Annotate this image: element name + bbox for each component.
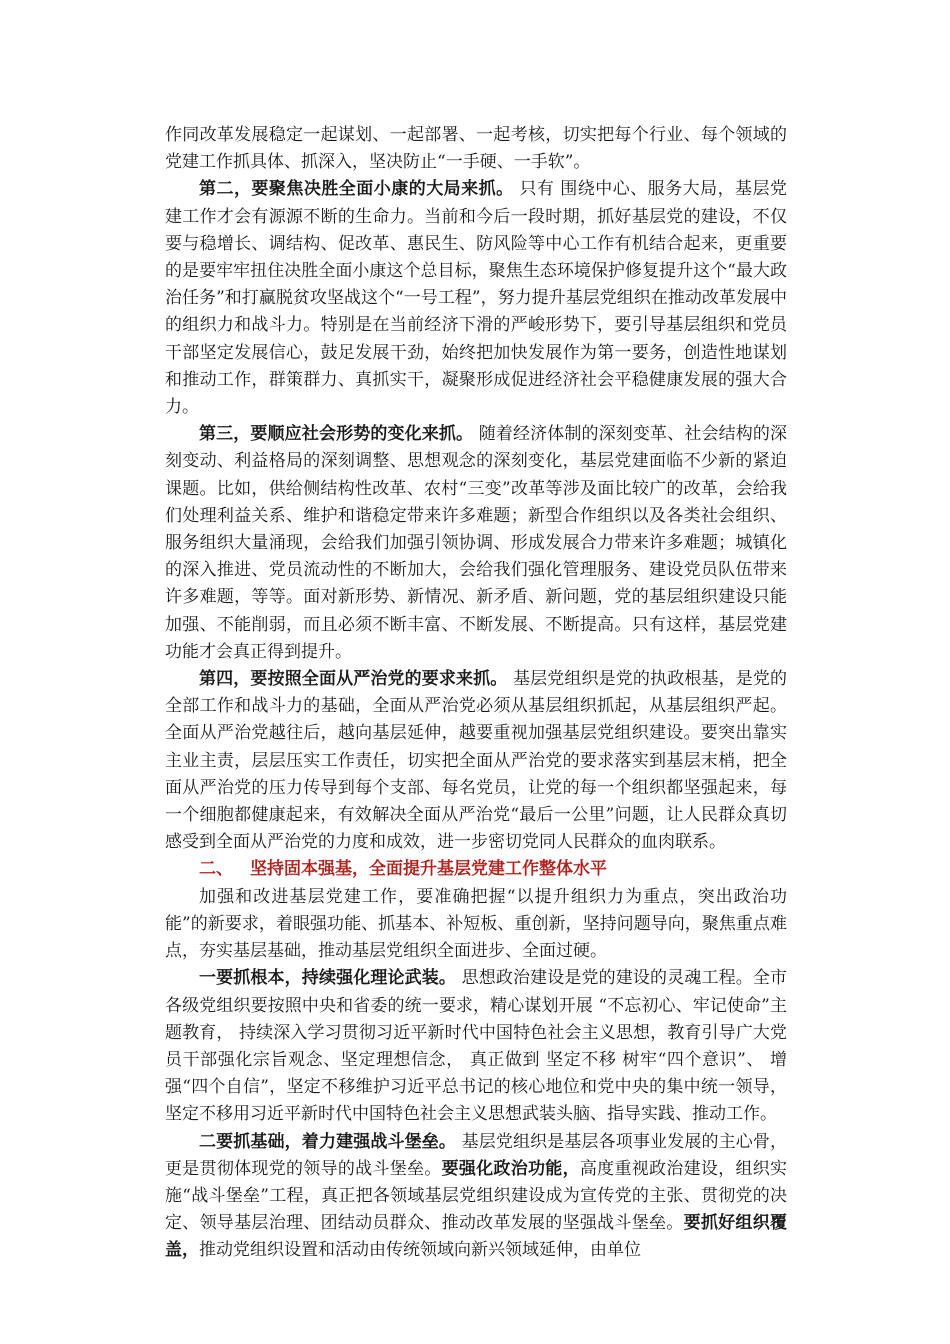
- paragraph-text: 加强和改进基层党建工作，要准确把握“以提升组织力为重点，突出政治功能”的新要求，着眼强功能、抓基本、补短板、重创新，坚持问题导向，聚焦重点难点，夯实基层基础，推动基层党组织全面进步、全面过硬。: [165, 886, 787, 962]
- paragraph-text: 基层党组织是基层各项事业发展的主心骨，更是贯彻体现党的领导的战斗堡垒。: [165, 1131, 788, 1179]
- section-heading: [165, 856, 787, 883]
- paragraph-text: 推动党组织设置和活动由传统领域向新兴领域延伸，由单位: [199, 1240, 641, 1261]
- paragraph-lead: 第四，要按照全面从严治党的要求来抓。: [199, 669, 508, 690]
- paragraph-intro: [165, 884, 787, 966]
- paragraph-sublead: 要抓好组织覆盖，: [165, 1213, 788, 1261]
- paragraph-fourth-point: [165, 666, 787, 856]
- paragraph-text: 思想政治建设是党的建设的灵魂工程。全市各级党组织要按照中央和省委的统一要求，精心谋划开展 “不忘初心、牢记使命”主题教育， 持续深入学习贯彻习近平新时代中国特色社会主义思想，教育引导广大党员干部强化宗旨观念、坚定理想信念， 真正做到 坚定不移 树牢“四个意识”、 增强“四个自信”，坚定不移维护习近平总书记的核心地位和党中央的集中统一领导，坚定不移用习近平新时代中国特色社会主义思想武装头脑、指导实践、推动工作。: [165, 968, 788, 1125]
- paragraph-lead: 二要抓基础，着力建强战斗堡垒。: [199, 1131, 457, 1152]
- paragraph-first-task: [165, 965, 787, 1128]
- paragraph-second-point: [165, 176, 787, 421]
- document-page: [165, 122, 787, 1265]
- paragraph-sublead: 要强化政治功能，: [441, 1158, 580, 1179]
- paragraph-text: 只有 围绕中心、服务大局，基层党建工作才会有源源不断的生命力。当前和今后一段时期，抓好基层党的建设，不仅要与稳增长、调结构、促改革、惠民生、防风险等中心工作有机结合起来，更重要的是要牢牢扭住决胜全面小康这个总目标，聚焦生态环境保护修复提升这个“最大政治任务”和打赢脱贫攻坚战这个“一号工程”，努力提升基层党组织在推动改革发展中的组织力和战斗力。特别是在当前经济下滑的严峻形势下，要引导基层组织和党员干部坚定发展信心，鼓足发展干劲，始终把加快发展作为第一要务，创造性地谋划和推动工作，群策群力、真抓实干，凝聚形成促进经济社会平稳健康发展的强大合力。: [165, 179, 788, 418]
- paragraph-lead: 第三，要顺应社会形势的变化来抓。: [199, 424, 474, 445]
- paragraph-lead: 第二，要聚焦决胜全面小康的大局来抓。: [199, 179, 514, 200]
- section-number: 二、: [199, 859, 233, 880]
- paragraph-text: 高度重视政治建设，组织实施“战斗堡垒”工程，真正把各领域基层党组织建设成为宣传党的主张、贯彻党的决定、领导基层治理、团结动员群众、推动改革发展的坚强战斗堡垒。: [165, 1158, 788, 1234]
- paragraph-continuation: [165, 122, 787, 176]
- paragraph-second-task: [165, 1129, 787, 1265]
- paragraph-text: 基层党组织是党的执政根基，是党的全部工作和战斗力的基础，全面从严治党必须从基层组织抓起，从基层组织严起。全面从严治党越往后，越向基层延伸，越要重视加强基层党组织建设。要突出靠实主业主责，层层压实工作责任，切实把全面从严治党的要求落实到基层末梢，把全面从严治党的压力传导到每个支部、每名党员，让党的每一个组织都坚强起来，每一个细胞都健康起来，有效解决全面从严治党“最后一公里”问题，让人民群众真切感受到全面从严治党的力度和成效，进一步密切党同人民群众的血肉联系。: [165, 669, 788, 853]
- paragraph-third-point: [165, 421, 787, 666]
- paragraph-text: 随着经济体制的深刻变革、社会结构的深刻变动、利益格局的深刻调整、思想观念的深刻变化，基层党建面临不少新的紧迫课题。比如，供给侧结构性改革、农村“三变”改革等涉及面比较广的改革，会给我们处理利益关系、维护和谐稳定带来许多难题；新型合作组织以及各类社会组织、服务组织大量涌现，会给我们加强引领协调、形成发展合力带来许多难题；城镇化的深入推进、党员流动性的不断加大，会给我们强化管理服务、建设党员队伍带来许多难题，等等。面对新形势、新情况、新矛盾、新问题，党的基层组织建设只能加强、不能削弱，而且必须不断丰富、不断发展、不断提高。只有这样，基层党建功能才会真正得到提升。: [165, 424, 788, 662]
- paragraph-lead: 一要抓根本，持续强化理论武装。: [199, 968, 457, 989]
- section-title: 坚持固本强基，全面提升基层党建工作整体水平: [250, 859, 607, 880]
- paragraph-text: 作同改革发展稳定一起谋划、一起部署、一起考核，切实把每个行业、每个领域的党建工作抓具体、抓深入，坚决防止“一手硬、一手软”。: [165, 125, 787, 173]
